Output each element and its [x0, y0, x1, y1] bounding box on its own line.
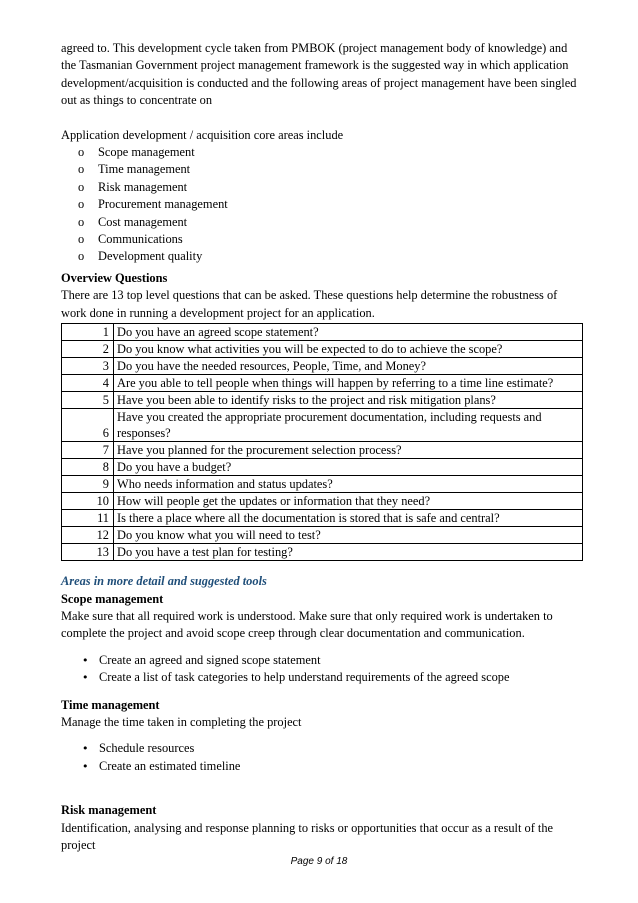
table-row [62, 510, 583, 527]
list-item: o Development quality [78, 248, 581, 265]
table-row [62, 442, 583, 459]
question-text: Have you created the appropriate procurement documentation, including requests and responses? [114, 409, 583, 442]
list-item: o Communications [78, 231, 581, 248]
page-footer: Page 9 of 18 [290, 856, 348, 867]
table-row [62, 358, 583, 375]
question-number: 1 [62, 324, 114, 341]
list-item: o Scope management [78, 144, 581, 161]
question-number: 2 [62, 341, 114, 358]
question-text: Are you able to tell people when things will happen by referring to a time line estimate? [114, 375, 583, 392]
list-item: • Create an estimated timeline [82, 758, 581, 775]
list-item: • Create a list of task categories to help understand requirements of the agreed scope [82, 669, 581, 686]
table-row [62, 493, 583, 510]
risk-title: Risk management [61, 803, 157, 818]
table-row [62, 476, 583, 493]
scope-text: Make sure that all required work is understood. Make sure that only required work is undertaken to complete the project and avoid scope creep through clear documentation and communication. [61, 608, 553, 641]
list-item: • Create an agreed and signed scope statement [82, 652, 581, 669]
question-number: 9 [62, 476, 114, 493]
question-text: Do you have a test plan for testing? [114, 544, 583, 561]
scope-title: Scope management [61, 591, 164, 606]
question-text: Do you know what you will need to test? [114, 527, 583, 544]
question-number: 8 [62, 459, 114, 476]
time-title: Time management [61, 697, 160, 712]
question-text: Do you have an agreed scope statement? [114, 324, 583, 341]
question-text: Who needs information and status updates? [114, 476, 583, 493]
question-number: 7 [62, 442, 114, 459]
question-text: Have you been able to identify risks to the project and risk mitigation plans? [114, 392, 583, 409]
document-page [61, 40, 581, 854]
question-text: Do you have the needed resources, People, Time, and Money? [114, 358, 583, 375]
question-text: How will people get the updates or information that they need? [114, 493, 583, 510]
question-number: 3 [62, 358, 114, 375]
time-bullets [61, 740, 581, 775]
time-text: Manage the time taken in completing the project [61, 714, 302, 729]
question-text: Do you have a budget? [114, 459, 583, 476]
intro-paragraph: agreed to. This development cycle taken from PMBOK (project management body of knowledge) and the Tasmanian Government project management framework is the suggested way in which application development/acquisition is conducted and the following areas of project management have been singled out as things to concentrate on [61, 41, 577, 108]
question-number: 4 [62, 375, 114, 392]
table-row [62, 527, 583, 544]
overview-text: There are 13 top level questions that can be asked. These questions help determine the robustness of work done in running a development project for an application. [61, 288, 558, 320]
question-number: 13 [62, 544, 114, 561]
question-number: 5 [62, 392, 114, 409]
overview-title: Overview Questions [61, 270, 168, 285]
list-item: • Schedule resources [82, 740, 581, 757]
core-areas-heading: Application development / acquisition core areas include [61, 127, 344, 142]
list-item: o Time management [78, 161, 581, 178]
table-row [62, 375, 583, 392]
list-item: o Procurement management [78, 196, 581, 213]
list-item: o Cost management [78, 214, 581, 231]
table-row [62, 324, 583, 341]
question-text: Do you know what activities you will be expected to do to achieve the scope? [114, 341, 583, 358]
list-item: o Risk management [78, 179, 581, 196]
questions-table [61, 323, 583, 561]
question-number: 11 [62, 510, 114, 527]
table-row [62, 544, 583, 561]
table-row [62, 392, 583, 409]
areas-title: Areas in more detail and suggested tools [61, 574, 267, 589]
question-number: 6 [62, 409, 114, 442]
question-text: Is there a place where all the documentation is stored that is safe and central? [114, 510, 583, 527]
question-number: 10 [62, 493, 114, 510]
table-row [62, 409, 583, 442]
risk-text: Identification, analysing and response planning to risks or opportunities that occur as a result of the project [61, 820, 554, 852]
question-text: Have you planned for the procurement selection process? [114, 442, 583, 459]
core-areas-list [61, 144, 581, 266]
scope-bullets [61, 652, 581, 687]
question-number: 12 [62, 527, 114, 544]
table-row [62, 341, 583, 358]
table-row [62, 459, 583, 476]
